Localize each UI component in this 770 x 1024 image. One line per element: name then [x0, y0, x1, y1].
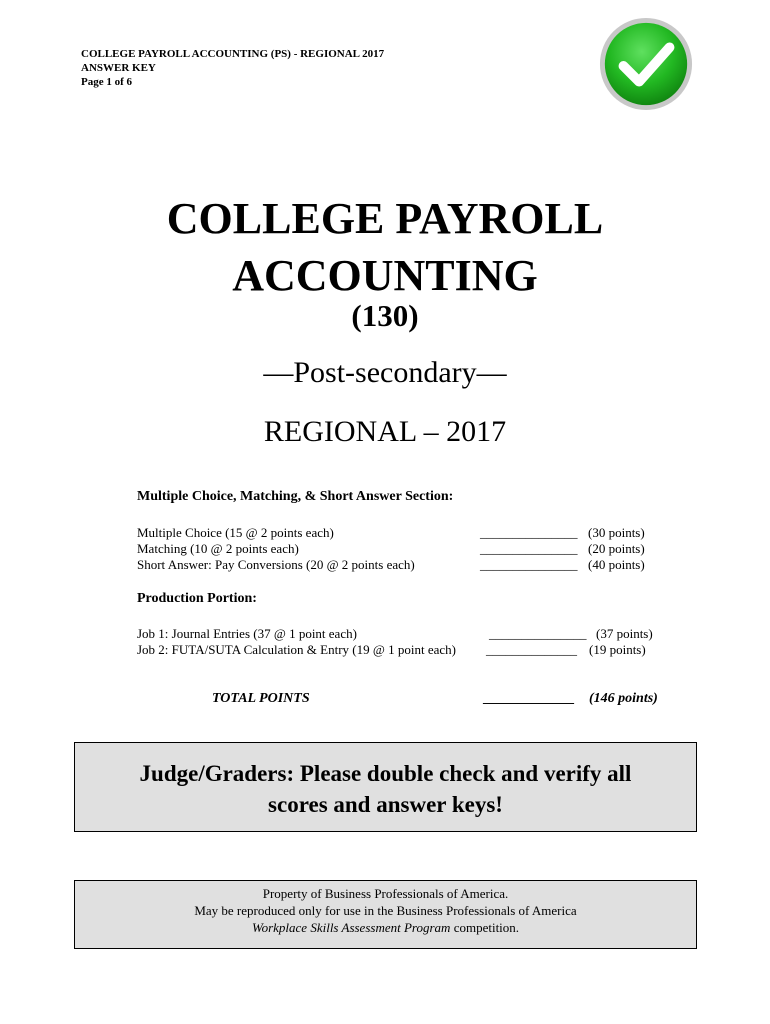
page-header [81, 47, 384, 89]
header-title: COLLEGE PAYROLL ACCOUNTING (PS) - REGIONAL 2017 [81, 48, 385, 60]
checkmark-icon [597, 15, 695, 113]
section2-heading: Production Portion: [137, 591, 257, 606]
row-points: (30 points) [588, 525, 645, 540]
total-label: TOTAL POINTS [212, 691, 310, 706]
program-name: Workplace Skills Assessment Program [251, 920, 451, 935]
footer-line-3 [75, 919, 696, 936]
division-subtitle: —Post-secondary— [263, 356, 507, 389]
row-label: Job 2: FUTA/SUTA Calculation & Entry (19 @ 1 point each) [137, 642, 456, 657]
score-blank: _______________ [489, 626, 587, 641]
score-row [137, 525, 662, 542]
total-points: (146 points) [589, 691, 658, 706]
row-label: Short Answer: Pay Conversions (20 @ 2 points each) [137, 557, 415, 572]
title-line-2: ACCOUNTING [232, 251, 538, 300]
header-answer-key: ANSWER KEY [81, 62, 156, 74]
row-points: (20 points) [588, 541, 645, 556]
section1-heading: Multiple Choice, Matching, & Short Answer Section: [137, 489, 454, 504]
region-year: REGIONAL – 2017 [263, 415, 507, 448]
row-points: (19 points) [589, 642, 646, 657]
copyright-notice [74, 880, 697, 949]
judge-notice [74, 742, 697, 832]
score-row [137, 557, 662, 574]
footer-line-2: May be reproduced only for use in the Business Professionals of America [194, 903, 577, 918]
score-row [137, 626, 662, 643]
score-blank: _______________ [480, 525, 578, 540]
event-code: (130) [351, 298, 419, 333]
header-page-number: Page 1 of 6 [81, 76, 133, 88]
total-blank: _____________ [483, 691, 574, 706]
score-blank: ______________ [486, 642, 577, 657]
row-points: (37 points) [596, 626, 653, 641]
score-row [137, 541, 662, 558]
row-points: (40 points) [588, 557, 645, 572]
footer-line-1: Property of Business Professionals of America. [262, 886, 509, 901]
row-label: Matching (10 @ 2 points each) [137, 541, 299, 556]
judge-line-1: Judge/Graders: Please double check and verify all [139, 761, 632, 786]
judge-line-2: scores and answer keys! [268, 792, 503, 817]
document-title [0, 190, 770, 304]
row-label: Job 1: Journal Entries (37 @ 1 point each) [137, 626, 357, 641]
score-blank: _______________ [480, 557, 578, 572]
row-label: Multiple Choice (15 @ 2 points each) [137, 525, 334, 540]
title-line-1: COLLEGE PAYROLL [166, 194, 604, 243]
footer-line-3-rest: competition. [450, 920, 520, 935]
score-blank: _______________ [480, 541, 578, 556]
score-row [137, 642, 662, 659]
